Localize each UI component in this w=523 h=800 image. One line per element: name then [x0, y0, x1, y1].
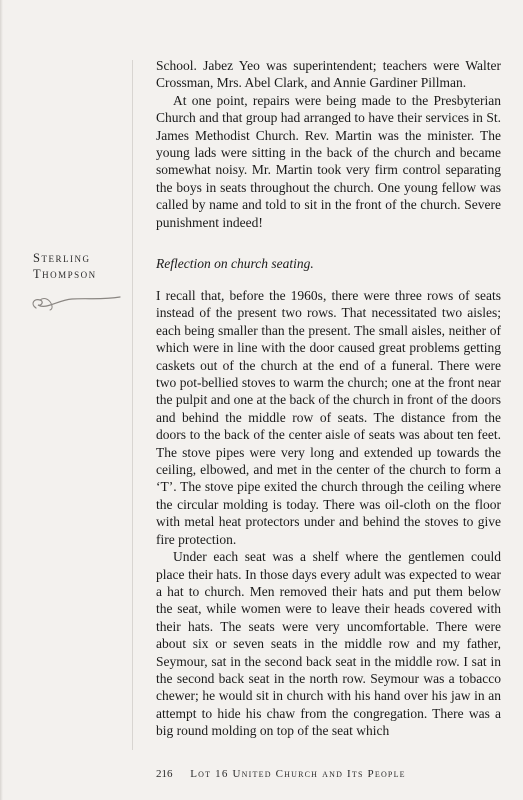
running-head: Lot 16 United Church and Its People [190, 768, 406, 780]
paragraph-seats-recollection: I recall that, before the 1960s, there were three rows of seats instead of the present two rows. That necessitated two aisles; each being smaller than the present. The small aisles, neither of which were in line with the door caused great problems getting caskets out of the church at the end of a funeral. There were two pot-bellied stoves to warm the church; one at the front near the pulpit and one at the back of the church in front of the doors and behind the middle row of seats. The distance from the doors to the back of the center aisle of seats was about ten feet. The stove pipes were very long and extended up towards the ceiling, elbowed, and met in the center of the church to form a ‘T’. The stove pipe exited the church through the ceiling where the circular molding is today. There was oil-cloth on the floor with metal heat protectors under and behind the stoves to give fire protection. [156, 288, 501, 547]
reflection-heading-block [156, 255, 501, 272]
paragraph-presbyterian: At one point, repairs were being made to the Presbyterian Church and that group had arranged to have their services in St. James Methodist Church. Rev. Martin was the minister. The young lads were sitting in the back of the church and became somewhat noisy. Mr. Martin took very firm control separating the boys in seats throughout the church. One young fellow was called by name and told to sit in the front of the church. Severe punishment indeed! [156, 92, 501, 230]
author-last-name: Thompson [33, 267, 97, 281]
text-block-top [156, 57, 501, 231]
margin-rule [132, 60, 133, 750]
paragraph-hats-shelf: Under each seat was a shelf where the gentlemen could place their hats. In those days every adult was expected to wear a hat to church. Men removed their hats and put them below the seat, while women were to leave their heads covered with their hats. The seats were very uncomfortable. There were about six or seven seats in the middle row and my father, Seymour, sat in the second back seat in the middle row. I sat in the second back seat in the north row. Seymour was a tobacco chewer; he would sit in church with his hand over his jaw in an attempt to hide his chaw from the congregation. There was a big round molding on top of the seat which [156, 549, 501, 739]
page-edge [0, 0, 3, 800]
text-block-main [156, 287, 501, 740]
author-attribution [33, 250, 133, 282]
page-number: 216 [156, 768, 173, 780]
paragraph-continued: School. Jabez Yeo was superintendent; teachers were Walter Crossman, Mrs. Abel Clark, and Annie Gardiner Pillman. [156, 58, 501, 91]
swash-flourish-icon [28, 286, 123, 316]
page-footer [156, 768, 406, 780]
author-first-name: Sterling [33, 251, 91, 265]
reflection-heading: Reflection on church seating. [156, 256, 314, 271]
